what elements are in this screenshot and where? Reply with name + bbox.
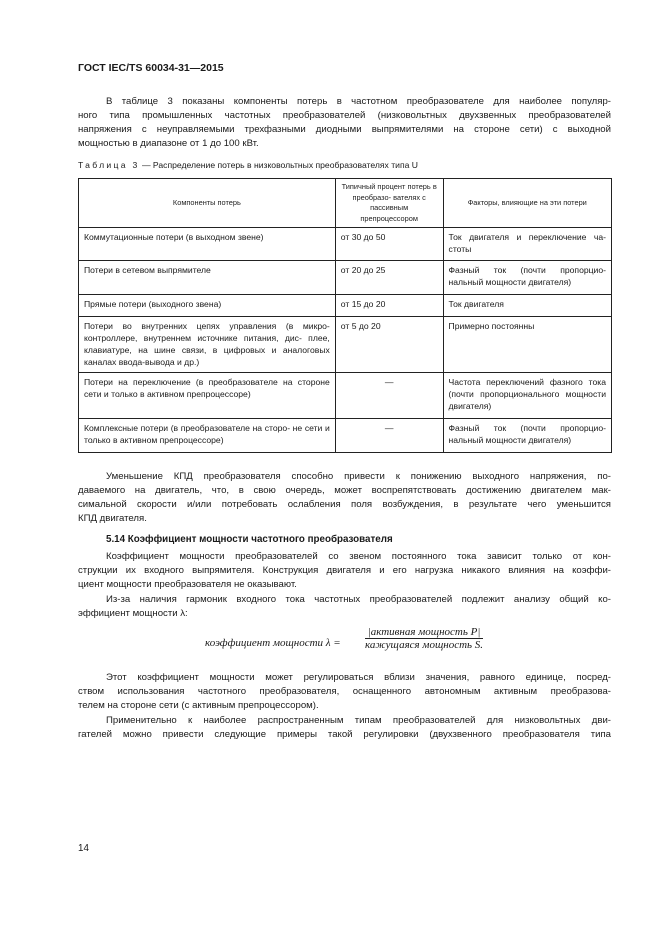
column-header-factors: Факторы, влияющие на эти потери <box>443 179 611 228</box>
formula-label: коэффициент мощности λ = <box>205 637 341 649</box>
document-header: ГОСТ IEC/TS 60034-31—2015 <box>78 62 224 74</box>
table-row <box>79 317 612 373</box>
cell-component: Потери на переключение (в преобразователе на стороне сети и только в активном препроцессоре) <box>79 373 336 419</box>
table-caption-text: — Распределение потерь в низковольтных преобразователях типа U <box>139 160 419 170</box>
section-paragraph-2 <box>78 593 611 621</box>
cell-factors: Фазный ток (почти пропорцио- нальный мощности двигателя) <box>443 261 611 295</box>
text-line: ного типа промышленных частотных преобразователей (низковольтных двухзвенных преобразователей <box>78 110 611 121</box>
table-row <box>79 228 612 261</box>
intro-paragraph <box>78 95 611 151</box>
formula-denominator: кажущаяся мощность S. <box>365 639 484 651</box>
table-row <box>79 373 612 419</box>
table-caption-prefix: Таблица 3 <box>78 160 140 170</box>
table-header-row <box>79 179 612 228</box>
text-line: струкции их входного выпрямителя. Конструкция двигателя и его нагрузка никакого влияния на коэффи- <box>78 565 611 576</box>
cell-component: Коммутационные потери (в выходном звене) <box>79 228 336 261</box>
text-line: симальной скорости и/или потребовать ослабления поля возбуждения, в результате чего уменьшится <box>78 499 611 510</box>
section-paragraph-1 <box>78 550 611 592</box>
cell-factors: Ток двигателя <box>443 295 611 317</box>
text-line: гателей можно привести следующие примеры такой регулировки (двухзвенного преобразователя типа <box>78 729 611 740</box>
loss-distribution-table <box>78 178 612 453</box>
section-title: 5.14 Коэффициент мощности частотного преобразователя <box>106 534 393 545</box>
text-line: Этот коэффициент мощности может регулироваться вблизи значения, равного единице, посред- <box>106 672 611 683</box>
section-paragraph-3 <box>78 671 611 713</box>
text-line: даваемого на двигатель, что, в свою очередь, может воспрепятствовать достижению двигателем мак- <box>78 485 611 496</box>
page-number: 14 <box>78 843 89 854</box>
cell-component: Потери во внутренних цепях управления (в микро- контроллере, внутреннем источнике питания, дис- плее, клавиатуре, на шине связи, в цифровых и аналоговых каналах ввода-вывода и др.) <box>79 317 336 373</box>
cell-percent: от 20 до 25 <box>335 261 443 295</box>
text-line: Коэффициент мощности преобразователей со звеном постоянного тока зависит только от кон- <box>106 551 611 562</box>
formula-fraction <box>365 626 483 651</box>
text-line: телем на стороне сети (с активным препроцессором). <box>78 700 319 711</box>
column-header-percent: Типичный процент потерь в преобразо- вателях с пассивным препроцессором <box>335 179 443 228</box>
text-line: Из-за наличия гармоник входного тока частотных преобразователей подлежит анализу общий ко- <box>106 594 611 605</box>
text-line: КПД двигателя. <box>78 513 147 524</box>
cell-factors: Ток двигателя и переключение ча- стоты <box>443 228 611 261</box>
cell-percent: — <box>335 419 443 453</box>
formula-numerator: |активная мощность P| <box>365 626 483 639</box>
formula-end: . <box>480 639 484 651</box>
cell-component: Прямые потери (выходного звена) <box>79 295 336 317</box>
text-line: В таблице 3 показаны компоненты потерь в частотном преобразователе для наиболее популяр- <box>106 96 611 107</box>
text-line: ством использования частотного преобразователя, оснащенного автономным активным преобразова- <box>78 686 611 697</box>
cell-percent: от 15 до 20 <box>335 295 443 317</box>
text-line: Применительно к наиболее распространенным типам преобразователей для низковольтных дви- <box>106 715 611 726</box>
table-row <box>79 419 612 453</box>
cell-component: Комплексные потери (в преобразователе на сторо- не сети и только в активном препроцессоре) <box>79 419 336 453</box>
table-row <box>79 261 612 295</box>
table-row <box>79 295 612 317</box>
text-line: Уменьшение КПД преобразователя способно привести к понижению выходного напряжения, по- <box>106 471 611 482</box>
text-line: мощностью в диапазоне от 1 до 100 кВт. <box>78 138 259 149</box>
cell-factors: Фазный ток (почти пропорцио- нальный мощности двигателя) <box>443 419 611 453</box>
section-paragraph-4 <box>78 714 611 742</box>
column-header-components: Компоненты потерь <box>79 179 336 228</box>
text-line: эффициент мощности λ: <box>78 608 188 619</box>
text-line: циент мощности преобразователя не оказывают. <box>78 579 297 590</box>
cell-factors: Частота переключений фазного тока (почти пропорционального мощности двигателя) <box>443 373 611 419</box>
cell-percent: — <box>335 373 443 419</box>
after-table-paragraph <box>78 470 611 526</box>
text-line: напряжения с неуправляемыми трехфазными диодными выпрямителями на стороне сети) с выходной <box>78 124 611 135</box>
cell-percent: от 5 до 20 <box>335 317 443 373</box>
cell-component: Потери в сетевом выпрямителе <box>79 261 336 295</box>
cell-percent: от 30 до 50 <box>335 228 443 261</box>
table-caption <box>78 160 418 170</box>
cell-factors: Примерно постоянны <box>443 317 611 373</box>
